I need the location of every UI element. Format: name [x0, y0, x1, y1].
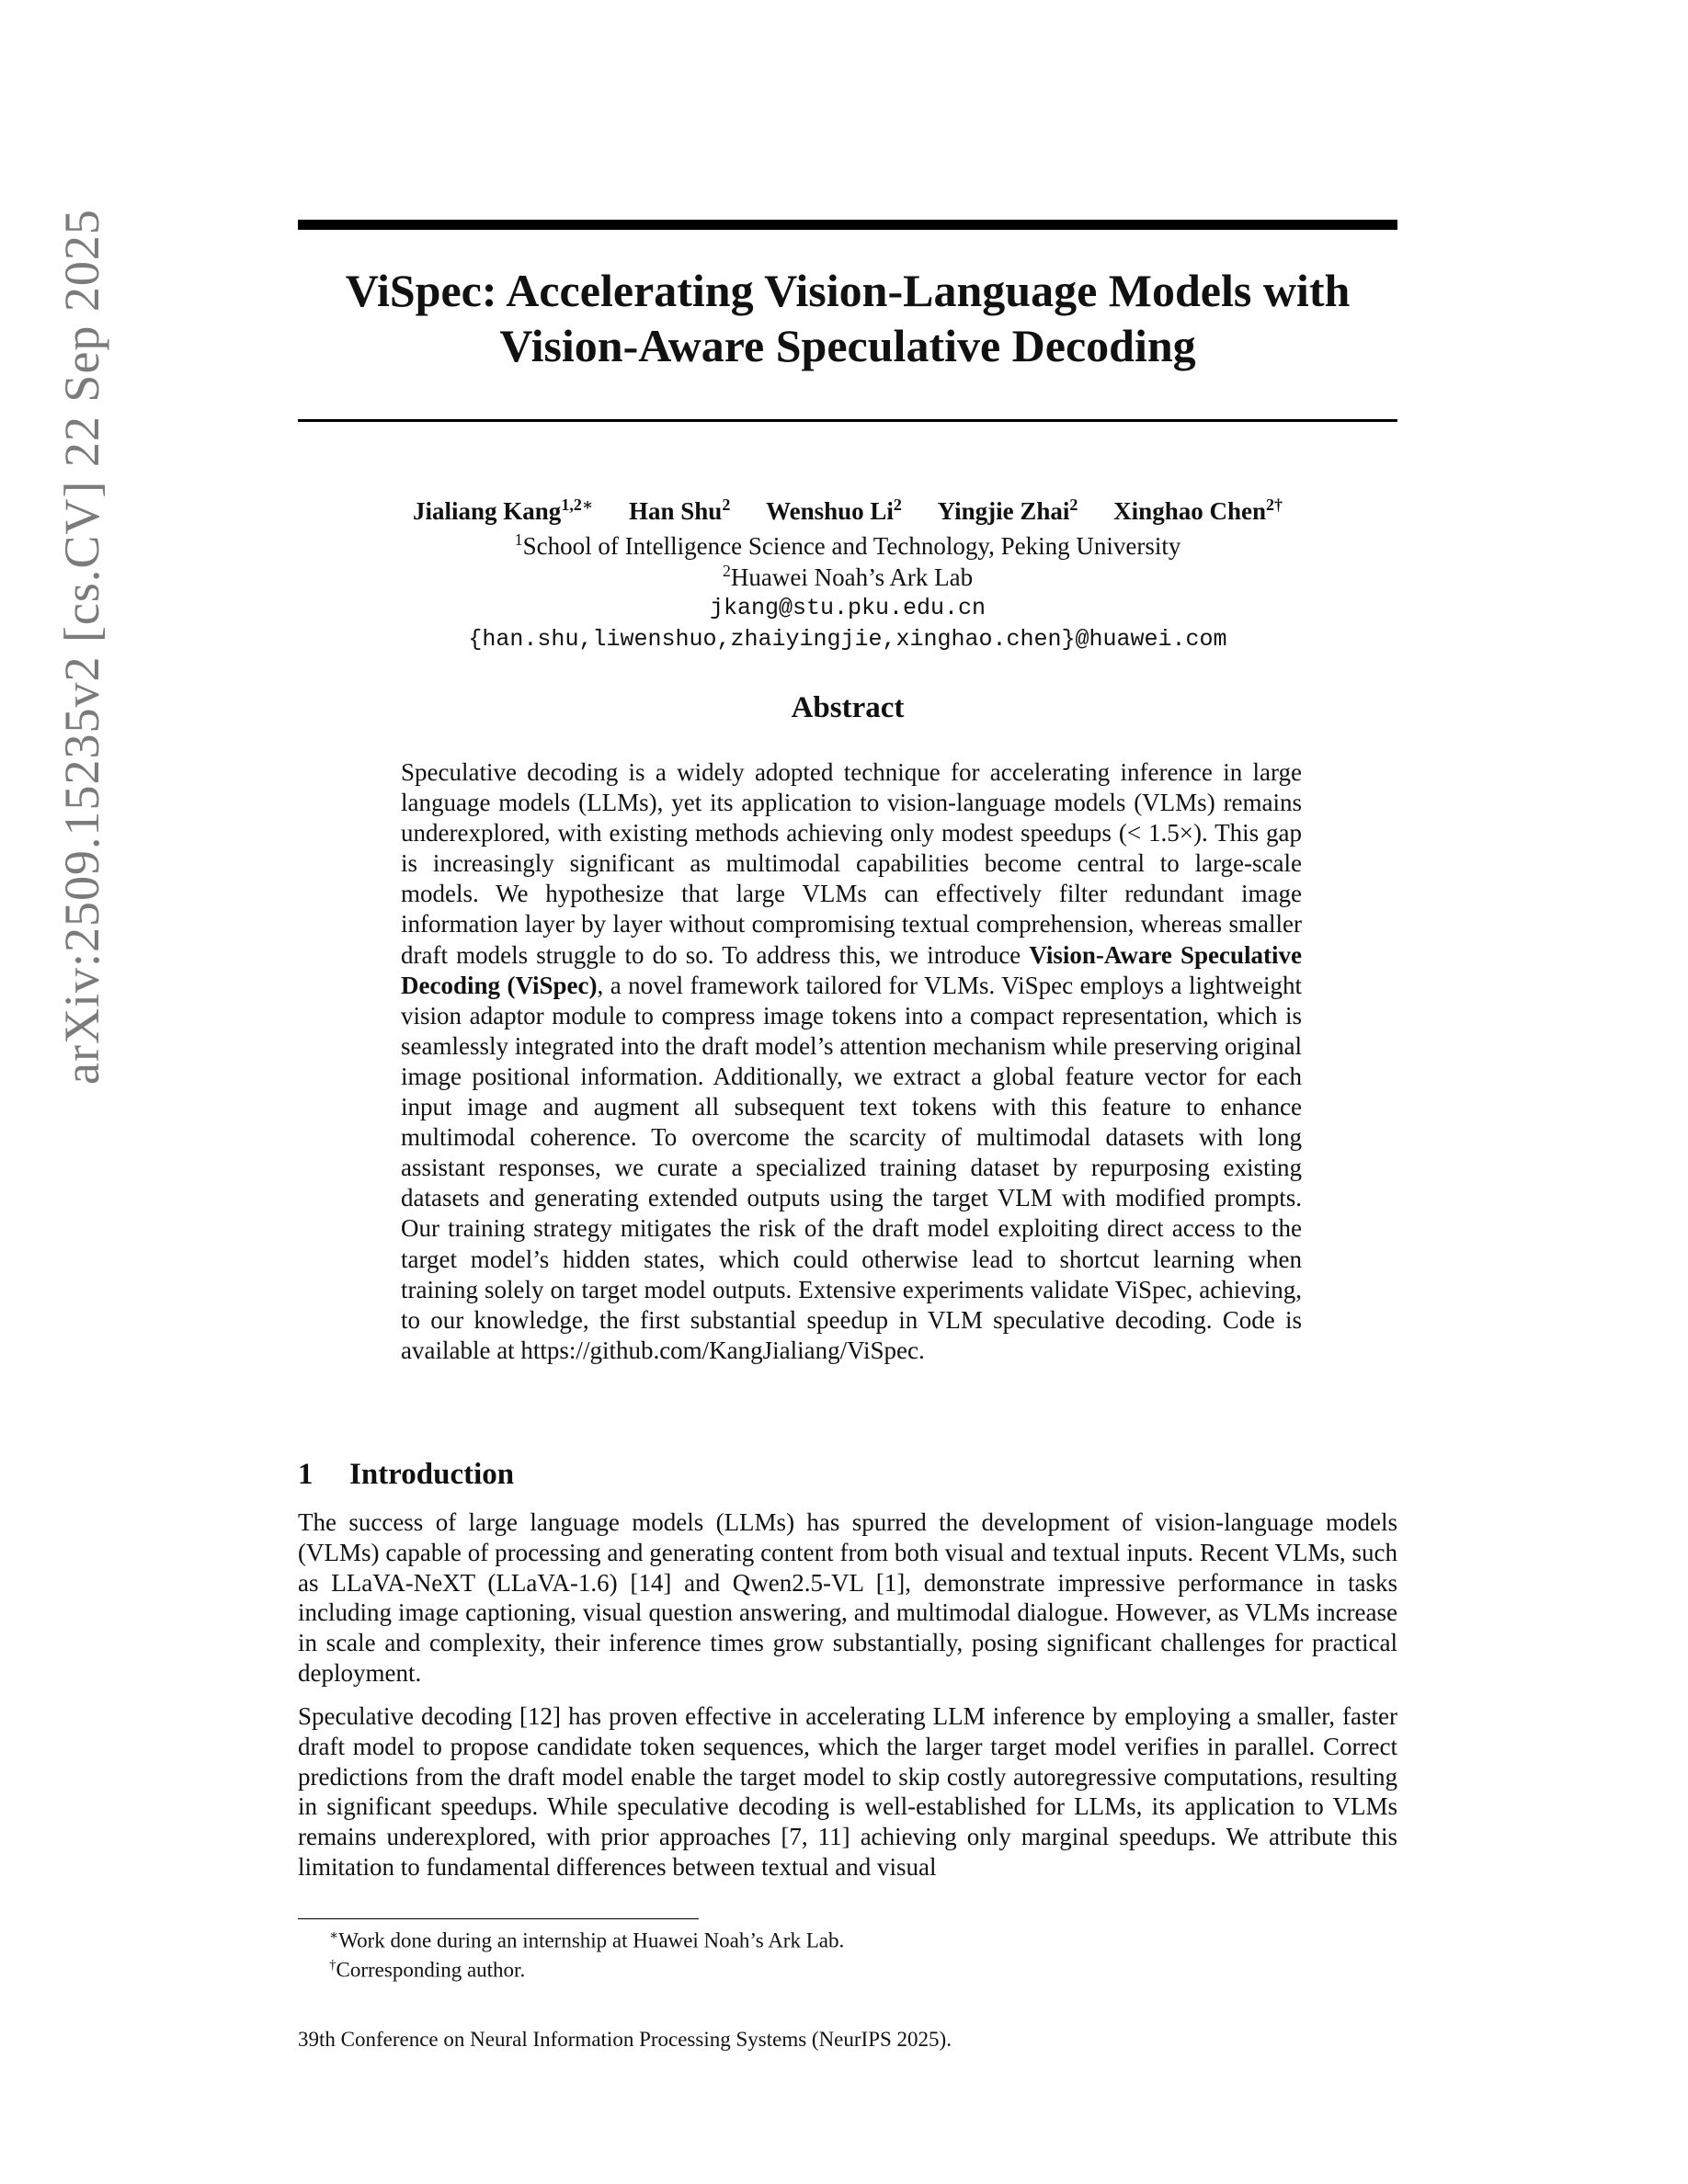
footnote-mark: † [329, 1958, 336, 1973]
author [1113, 493, 1283, 529]
abstract-text-2: , a novel framework tailored for VLMs. ViSpec employs a lightweight vision adaptor module to compress image tokens into a compact representation, which is seamlessly integrated into the draft model’s attention mechanism while preserving original image positional information. Additionally, we extract a global feature vector for each input image and augment all subsequent text tokens with this feature to enhance multimodal coherence. To overcome the scarcity of multimodal datasets with long assistant responses, we curate a specialized training dataset by repurposing existing datasets and generating extended outputs using the target VLM with modified prompts. Our training strategy mitigates the risk of the draft model exploiting direct access to the target model’s hidden states, which could otherwise lead to shortcut learning when training solely on target model outputs. Extensive experiments validate ViSpec, achieving, to our knowledge, the first substantial speedup in VLM speculative decoding. Code is available at https://github.com/KangJialiang/ViSpec. [401, 971, 1303, 1364]
author-affil-mark: 1,2∗ [561, 495, 594, 514]
affiliation-mark: 2 [722, 562, 731, 580]
affiliation-2 [298, 561, 1397, 594]
author-name: Xinghao Chen [1113, 497, 1266, 525]
author-affil-mark: 2 [722, 495, 731, 514]
abstract-method-name: Vision-Aware Speculative Decoding (ViSpec) [401, 940, 1302, 999]
footnote-mark: ∗ [329, 1928, 339, 1943]
title-top-rule [298, 220, 1397, 230]
title-bottom-rule [298, 419, 1397, 422]
author [938, 493, 1078, 529]
intro-paragraph-2: Speculative decoding [12] has proven effective in accelerating LLM inference by employing a smaller, faster draft model to propose candidate token sequences, which the larger target model verifies in parallel. Correct predictions from the draft model enable the target model to skip costly autoregressive computations, resulting in significant speedups. While speculative decoding is well-established for LLMs, its application to VLMs remains underexplored, with prior approaches [7, 11] achieving only marginal speedups. We attribute this limitation to fundamental differences between textual and visual [298, 1702, 1397, 1881]
section-heading-introduction [298, 1458, 514, 1492]
author-name: Yingjie Zhai [937, 497, 1070, 525]
footnote-text: Corresponding author. [336, 1958, 526, 1982]
section-number: 1 [298, 1458, 314, 1491]
section-title: Introduction [349, 1458, 515, 1491]
title-line-1: ViSpec: Accelerating Vision-Language Models with [345, 265, 1351, 316]
footnote-rule [298, 1918, 699, 1919]
email-huawei: {han.shu,liwenshuo,zhaiyingjie,xinghao.chen}@huawei.com [468, 626, 1227, 653]
footnote-text: Work done during an internship at Huawei Noah’s Ark Lab. [338, 1928, 845, 1952]
abstract-heading: Abstract [791, 691, 905, 724]
arxiv-stamp: arXiv:2509.15235v2 [cs.CV] 22 Sep 2025 [54, 209, 109, 1085]
author-list [298, 493, 1397, 529]
affiliation-mark: 1 [514, 530, 523, 549]
author [413, 493, 593, 529]
author-name: Jialiang Kang [413, 497, 562, 525]
title-line-2: Vision-Aware Speculative Decoding [499, 320, 1196, 371]
footnote-internship [329, 1923, 844, 1954]
author-affil-mark: 2† [1265, 495, 1283, 514]
affiliation-1 [298, 529, 1397, 563]
affiliation-text: Huawei Noah’s Ark Lab [730, 563, 974, 591]
email-pku: jkang@stu.pku.edu.cn [709, 595, 987, 621]
affiliation-text: School of Intelligence Science and Technology, Peking University [522, 532, 1181, 560]
author-name: Han Shu [629, 497, 723, 525]
abstract-body [401, 757, 1302, 1366]
footnote-corresponding [329, 1952, 525, 1984]
author-affil-mark: 2 [1069, 495, 1078, 514]
paper-title [298, 263, 1397, 373]
venue-footer: 39th Conference on Neural Information Processing Systems (NeurIPS 2025). [298, 2028, 952, 2051]
abstract-text-1: Speculative decoding is a widely adopted technique for accelerating inference in large language models (LLMs), yet its application to vision-language models (VLMs) remains underexplored, with existing methods achieving only modest speedups (< 1.5×). This gap is increasingly significant as multimodal capabilities become central to large-scale models. We hypothesize that large VLMs can effectively filter redundant image information layer by layer without compromising textual comprehension, whereas smaller draft models struggle to do so. To address this, we introduce [401, 758, 1302, 969]
author [766, 493, 902, 529]
author [629, 493, 730, 529]
author-name: Wenshuo Li [766, 497, 894, 525]
intro-paragraph-1: The success of large language models (LLMs) has spurred the development of vision-language models (VLMs) capable of processing and generating content from both visual and textual inputs. Recent VLMs, such as LLaVA-NeXT (LLaVA-1.6) [14] and Qwen2.5-VL [1], demonstrate impressive performance in tasks including image captioning, visual question answering, and multimodal dialogue. However, as VLMs increase in scale and complexity, their inference times grow substantially, posing significant challenges for practical deployment. [298, 1508, 1397, 1687]
author-affil-mark: 2 [893, 495, 902, 514]
